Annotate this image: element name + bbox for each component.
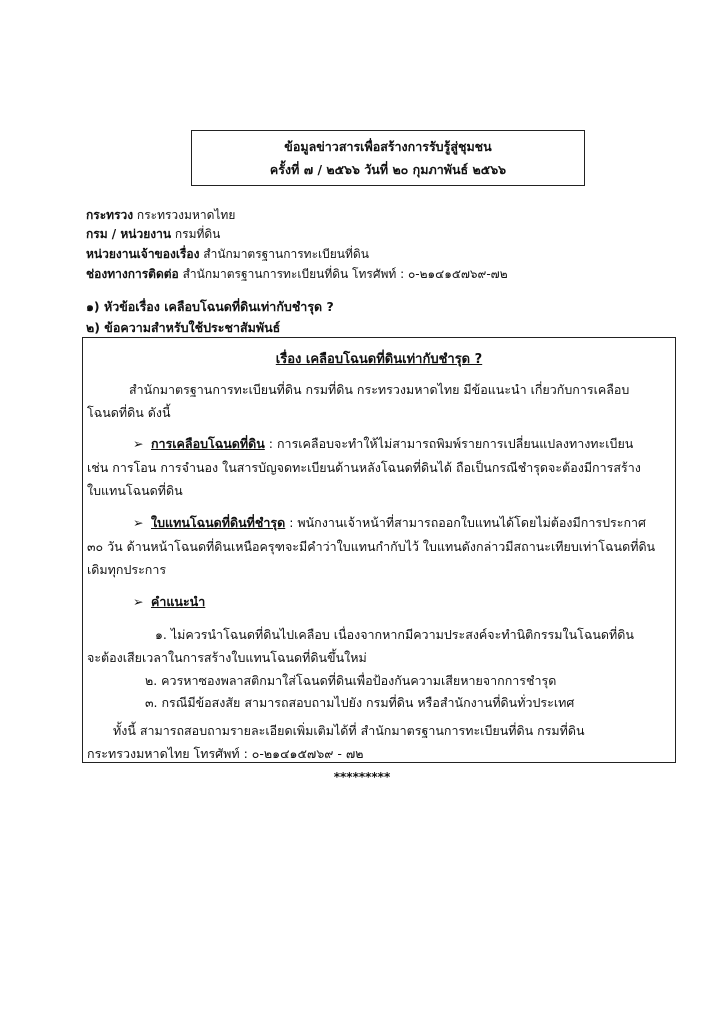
meta-contact-label: ช่องทางการติดต่อ bbox=[86, 267, 179, 281]
point-replacement-heading: ใบแทนโฉนดที่ดินที่ชำรุด bbox=[150, 515, 286, 530]
meta-owner bbox=[86, 245, 369, 264]
pr-message-box bbox=[82, 337, 676, 763]
intro-line-2: โฉนดที่ดิน ดังนี้ bbox=[87, 405, 171, 420]
closing-line-2: กระทรวงมหาดไทย โทรศัพท์ : ๐-๒๑๔๑๕๗๖๙ - ๗๒ bbox=[87, 746, 364, 761]
point-lamination-text: : การเคลือบจะทำให้ไม่สามารถพิมพ์รายการเปลี่ยนแปลงทางทะเบียน bbox=[264, 436, 634, 451]
point-lamination-line-2: เช่น การโอน การจำนอง ในสารบัญจดทะเบียนด้านหลังโฉนดที่ดินได้ ถือเป็นกรณีชำรุดจะต้องมีการสร้าง bbox=[87, 460, 641, 475]
point-replacement-text: : พนักงานเจ้าหน้าที่สามารถออกใบแทนได้โดยไม่ต้องมีการประกาศ bbox=[285, 515, 646, 530]
meta-ministry bbox=[86, 206, 235, 225]
meta-department bbox=[86, 225, 220, 244]
meta-owner-value: สำนักมาตรฐานการทะเบียนที่ดิน bbox=[199, 247, 369, 261]
section-pr-message: ๒) ข้อความสำหรับใช้ประชาสัมพันธ์ bbox=[86, 320, 281, 335]
point-replacement-line-2: ๓๐ วัน ด้านหน้าโฉนดที่ดินเหนือครุฑจะมีคำว่าใบแทนกำกับไว้ ใบแทนดังกล่าวมีสถานะเทียบเท่าโฉนดที่ดิน bbox=[87, 539, 656, 554]
point-lamination bbox=[133, 434, 633, 454]
point-lamination-heading: การเคลือบโฉนดที่ดิน bbox=[150, 436, 265, 451]
arrow-bullet-icon: ➢ bbox=[133, 594, 144, 609]
advice-item-3: ๓. กรณีมีข้อสงสัย สามารถสอบถามไปยัง กรมที่ดิน หรือสำนักงานที่ดินทั่วประเทศ bbox=[145, 695, 575, 710]
point-replacement bbox=[133, 513, 646, 533]
meta-department-value: กรมที่ดิน bbox=[171, 227, 221, 241]
end-marker: ********* bbox=[333, 770, 391, 784]
meta-ministry-value: กระทรวงมหาดไทย bbox=[133, 208, 236, 222]
point-replacement-line-3: เดิมทุกประการ bbox=[87, 562, 167, 577]
intro-line-1: สำนักมาตรฐานการทะเบียนที่ดิน กรมที่ดิน กระทรวงมหาดไทย มีข้อแนะนำ เกี่ยวกับการเคลือบ bbox=[129, 382, 630, 397]
section-topic: ๑) หัวข้อเรื่อง เคลือบโฉนดที่ดินเท่ากับชำรุด ? bbox=[86, 299, 334, 314]
advice-item-1-line-2: จะต้องเสียเวลาในการสร้างใบแทนโฉนดที่ดินขึ้นใหม่ bbox=[87, 650, 367, 665]
header-issue-date: ครั้งที่ ๗ / ๒๕๖๖ วันที่ ๒๐ กุมภาพันธ์ ๒๕๖๖ bbox=[269, 162, 507, 177]
meta-department-label: กรม / หน่วยงาน bbox=[86, 227, 172, 241]
point-advice-heading: คำแนะนำ bbox=[150, 594, 206, 609]
arrow-bullet-icon: ➢ bbox=[133, 515, 144, 530]
advice-item-1: ๑. ไม่ควรนำโฉนดที่ดินไปเคลือบ เนื่องจากหากมีความประสงค์จะทำนิติกรรมในโฉนดที่ดิน bbox=[155, 627, 634, 642]
meta-owner-label: หน่วยงานเจ้าของเรื่อง bbox=[86, 247, 200, 261]
closing-line-1: ทั้งนี้ สามารถสอบถามรายละเอียดเพิ่มเติมได้ที่ สำนักมาตรฐานการทะเบียนที่ดิน กรมที่ดิน bbox=[113, 723, 585, 738]
arrow-bullet-icon: ➢ bbox=[133, 436, 144, 451]
pr-title: เรื่อง เคลือบโฉนดที่ดินเท่ากับชำรุด ? bbox=[275, 352, 483, 367]
meta-ministry-label: กระทรวง bbox=[86, 208, 134, 222]
advice-item-2: ๒. ควรหาซองพลาสติกมาใส่โฉนดที่ดินเพื่อป้องกันความเสียหายจากการชำรุด bbox=[145, 673, 557, 688]
meta-contact-value: สำนักมาตรฐานการทะเบียนที่ดิน โทรศัพท์ : ๐-๒๑๔๑๕๗๖๙-๗๒ bbox=[178, 267, 508, 281]
meta-contact bbox=[86, 265, 508, 284]
point-advice bbox=[133, 592, 205, 612]
header-title: ข้อมูลข่าวสารเพื่อสร้างการรับรู้สู่ชุมชน bbox=[284, 139, 492, 154]
point-lamination-line-3: ใบแทนโฉนดที่ดิน bbox=[87, 483, 183, 498]
header-box bbox=[191, 130, 585, 186]
